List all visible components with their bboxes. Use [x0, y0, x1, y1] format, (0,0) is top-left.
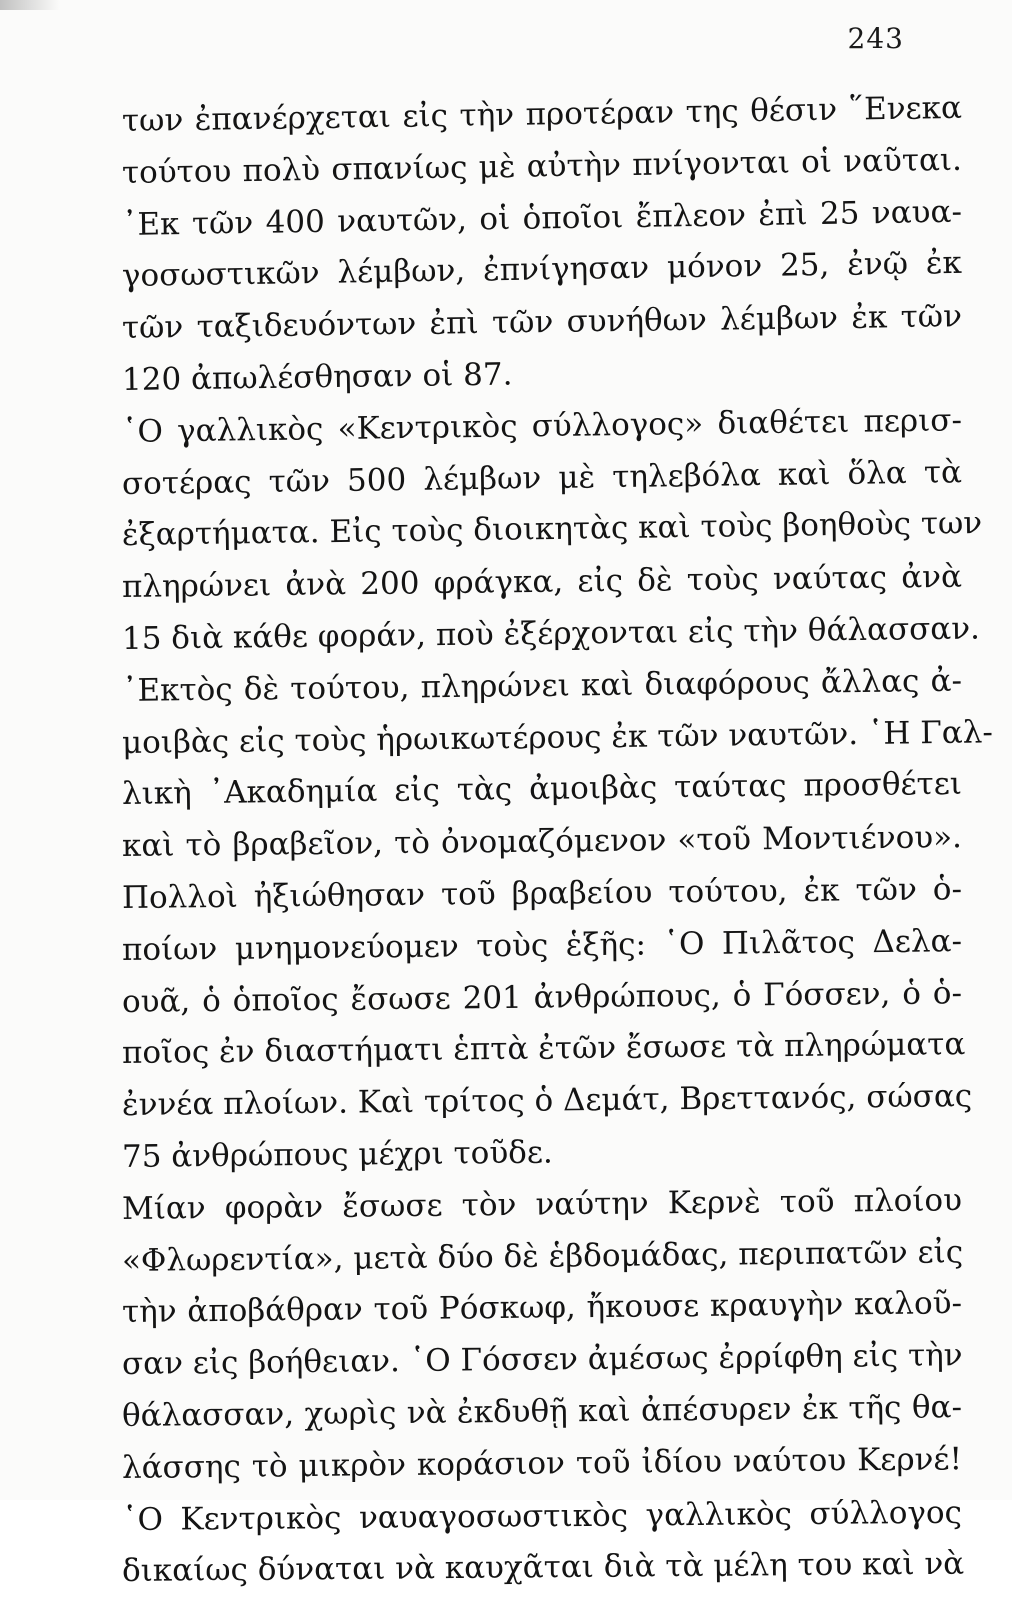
text-line: των ἐπανέρχεται εἰς τὴν προτέραν της θέσιν ῞Ενεκα — [121, 89, 963, 139]
text-line: λικὴ ᾿Ακαδημία εἰς τὰς ἀμοιβὰς ταύτας προσθέτει — [121, 766, 963, 813]
text-line: γοσωστικῶν λέμβων, ἐπνίγησαν μόνον 25, ἐνῷ ἐκ — [121, 245, 963, 295]
text-line: καὶ τὸ βραβεῖον, τὸ ὀνομαζόμενον «τοῦ Μοντιένου». — [121, 819, 963, 865]
text-line: 15 διὰ κάθε φοράν, ποὺ ἐξέρχονται εἰς τὴν θάλασσαν. — [121, 610, 981, 657]
text-line: «Φλωρεντία», μετὰ δύο δὲ ἑβδομάδας, περιπατῶν εἰς — [121, 1233, 964, 1279]
text-line: ποίων μνημονεύομεν τοὺς ἑξῆς: ῾Ο Πιλᾶτος Δελα- — [121, 922, 963, 968]
text-line: 120 ἀπωλέσθησαν οἱ 87. — [121, 356, 513, 398]
text-line: ἐννέα πλοίων. Καὶ τρίτος ὁ Δεμάτ, Βρεττανός, σώσας — [121, 1078, 973, 1124]
body-text — [121, 89, 994, 1598]
text-line: τῶν ταξιδευόντων ἐπὶ τῶν συνήθων λέμβων ἐκ τῶν — [121, 298, 963, 347]
text-line: σοτέρας τῶν 500 λέμβων μὲ τηλεβόλα καὶ ὅλα τὰ — [121, 453, 963, 502]
text-line: Πολλοὶ ἠξιώθησαν τοῦ βραβείου τούτου, ἐκ τῶν ὁ- — [121, 871, 963, 916]
text-line: ποῖος ἐν διαστήματι ἑπτὰ ἐτῶν ἔσωσε τὰ πληρώματα — [121, 1026, 966, 1072]
text-line: τὴν ἀποβάθραν τοῦ Ρόσκωφ, ἤκουσε κραυγὴν καλοῦ- — [121, 1285, 963, 1331]
text-line: τούτου πολὺ σπανίως μὲ αὐτὴν πνίγονται οἱ ναῦται. — [121, 141, 963, 191]
text-line: ἐξαρτήματα. Εἰς τοὺς διοικητὰς καὶ τοὺς βοηθοὺς των — [121, 505, 983, 554]
text-line: ῾Ο Κεντρικὸς ναυαγοσωστικὸς γαλλικὸς σύλλογος — [121, 1494, 963, 1538]
text-line: Μίαν φορὰν ἔσωσε τὸν ναύτην Κερνὲ τοῦ πλοίου — [121, 1181, 963, 1227]
text-line: ᾿Εκ τῶν 400 ναυτῶν, οἱ ὁποῖοι ἔπλεον ἐπὶ 25 ναυα- — [121, 193, 963, 243]
text-line: ᾿Εκτὸς δὲ τούτου, πληρώνει καὶ διαφόρους ἄλλας ἀ- — [121, 662, 963, 709]
text-line: 75 ἀνθρώπους μέχρι τοῦδε. — [121, 1134, 553, 1175]
text-line: πληρώνει ἀνὰ 200 φράγκα, εἰς δὲ τοὺς ναύτας ἀνὰ — [121, 558, 963, 606]
text-line: μοιβὰς εἰς τοὺς ἡρωικωτέρους ἐκ τῶν ναυτῶν. ῾Η Γαλ- — [121, 713, 994, 761]
text-line: ῾Ο γαλλικὸς «Κεντρικὸς σύλλογος» διαθέτει περισ- — [121, 402, 963, 450]
scan-edge-shadow — [0, 0, 60, 10]
text-line: λάσσης τὸ μικρὸν κοράσιον τοῦ ἰδίου ναύτου Κερνέ! — [121, 1440, 963, 1486]
text-line: δικαίως δύναται νὰ καυχᾶται διὰ τὰ μέλη του καὶ νὰ — [121, 1545, 965, 1590]
text-line: σαν εἰς βοήθειαν. ῾Ο Γόσσεν ἀμέσως ἐρρίφθη εἰς τὴν — [121, 1337, 963, 1383]
text-line: ουᾶ, ὁ ὁποῖος ἔσωσε 201 ἀνθρώπους, ὁ Γόσσεν, ὁ ὁ- — [121, 974, 963, 1020]
page-number: 243 — [847, 22, 904, 55]
text-line: θάλασσαν, χωρὶς νὰ ἐκδυθῇ καὶ ἀπέσυρεν ἐκ τῆς θα- — [121, 1389, 963, 1434]
